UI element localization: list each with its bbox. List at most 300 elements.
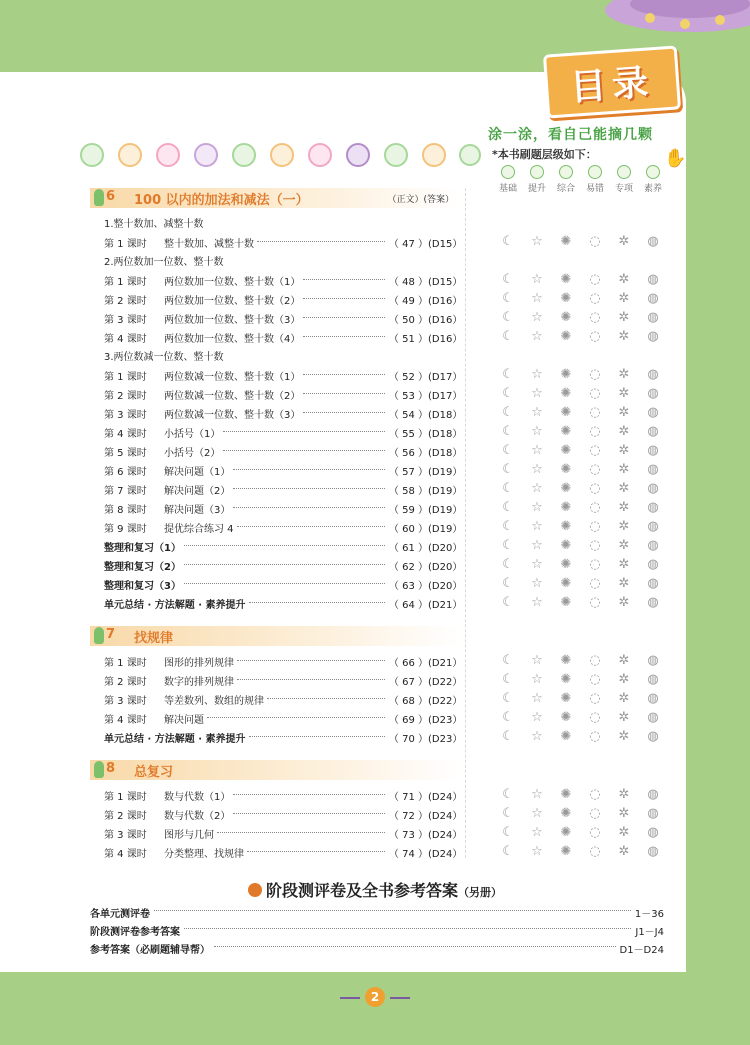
table-of-contents bbox=[90, 188, 466, 858]
spark-icon[interactable]: ✲ bbox=[618, 443, 630, 458]
leader-dots bbox=[184, 563, 385, 565]
leader-dots bbox=[223, 430, 385, 432]
spark-icon[interactable]: ✲ bbox=[618, 595, 630, 610]
planet-icon[interactable]: ◍ bbox=[647, 329, 659, 344]
planet-icon[interactable]: ◍ bbox=[647, 310, 659, 325]
cloud-icon[interactable]: ◌ bbox=[589, 844, 601, 859]
spark-icon[interactable]: ✲ bbox=[618, 272, 630, 287]
badge-icon bbox=[248, 883, 262, 897]
page-ref: （ 52 ） bbox=[388, 371, 428, 383]
sun-icon[interactable]: ✺ bbox=[560, 519, 572, 534]
spark-icon[interactable]: ✲ bbox=[618, 844, 630, 859]
moon-icon[interactable]: ☾ bbox=[502, 729, 514, 744]
planet-icon[interactable]: ◍ bbox=[647, 576, 659, 591]
leader-dots bbox=[233, 487, 385, 489]
cloud-icon[interactable]: ◌ bbox=[589, 653, 601, 668]
sun-icon[interactable]: ✺ bbox=[560, 729, 572, 744]
sun-icon[interactable]: ✺ bbox=[560, 500, 572, 515]
leader-dots bbox=[247, 850, 385, 852]
appendix-block bbox=[78, 878, 672, 958]
spark-icon[interactable]: ✲ bbox=[618, 234, 630, 249]
moon-icon[interactable]: ☾ bbox=[502, 576, 514, 591]
level-icon-grid bbox=[494, 0, 664, 860]
level-icon-row bbox=[494, 405, 664, 421]
cloud-icon[interactable]: ◌ bbox=[589, 234, 601, 249]
cloud-icon[interactable]: ◌ bbox=[589, 481, 601, 496]
sun-icon[interactable]: ✺ bbox=[560, 691, 572, 706]
spark-icon[interactable]: ✲ bbox=[618, 557, 630, 572]
toc-row[interactable] bbox=[104, 310, 463, 326]
cloud-icon[interactable]: ◌ bbox=[589, 329, 601, 344]
lesson-name: 两位数加一位数、整十数（1） bbox=[164, 276, 301, 288]
planet-icon[interactable]: ◍ bbox=[647, 691, 659, 706]
lesson-name: 两位数减一位数、整十数（3） bbox=[164, 409, 301, 421]
sun-icon[interactable]: ✺ bbox=[560, 787, 572, 802]
moon-icon[interactable]: ☾ bbox=[502, 557, 514, 572]
cloud-icon[interactable]: ◌ bbox=[589, 576, 601, 591]
leader-dots bbox=[223, 449, 385, 451]
level-basic: 基础 bbox=[494, 165, 522, 194]
spark-icon[interactable]: ✲ bbox=[618, 691, 630, 706]
page-footer bbox=[340, 985, 410, 1015]
leader-dots bbox=[249, 735, 385, 737]
lesson-label: 第 3 课时 bbox=[104, 829, 147, 841]
toc-row[interactable] bbox=[104, 595, 463, 611]
sun-icon[interactable]: ✺ bbox=[560, 481, 572, 496]
lesson-label: 第 3 课时 bbox=[104, 695, 147, 707]
leader-dots bbox=[267, 697, 385, 699]
toc-row[interactable] bbox=[104, 291, 463, 307]
star-icon[interactable]: ☆ bbox=[531, 729, 543, 744]
moon-icon[interactable]: ☾ bbox=[502, 367, 514, 382]
sun-icon[interactable]: ✺ bbox=[560, 653, 572, 668]
moon-icon[interactable]: ☾ bbox=[502, 291, 514, 306]
cloud-icon[interactable]: ◌ bbox=[589, 291, 601, 306]
moon-icon[interactable]: ☾ bbox=[502, 481, 514, 496]
planet-icon[interactable]: ◍ bbox=[647, 787, 659, 802]
level-icon-row bbox=[494, 291, 664, 307]
cloud-icon[interactable]: ◌ bbox=[589, 519, 601, 534]
level-icon-row bbox=[494, 519, 664, 535]
spark-icon[interactable]: ✲ bbox=[618, 672, 630, 687]
level-icon-row bbox=[494, 557, 664, 573]
section-title: 找规律 bbox=[134, 631, 174, 646]
planet-icon[interactable]: ◍ bbox=[647, 386, 659, 401]
cloud-icon[interactable]: ◌ bbox=[589, 367, 601, 382]
sun-icon[interactable]: ✺ bbox=[560, 443, 572, 458]
lesson-name: 小括号（2） bbox=[164, 447, 221, 459]
section-header[interactable] bbox=[90, 760, 460, 780]
lesson-name: 等差数列、数组的规律 bbox=[164, 695, 264, 707]
lesson-label: 第 4 课时 bbox=[104, 714, 147, 726]
toc-row[interactable] bbox=[104, 272, 463, 288]
cloud-icon[interactable]: ◌ bbox=[589, 538, 601, 553]
page-ref: （ 66 ） bbox=[388, 657, 428, 669]
toc-row[interactable] bbox=[104, 844, 463, 860]
spark-icon[interactable]: ✲ bbox=[618, 576, 630, 591]
sun-icon[interactable]: ✺ bbox=[560, 538, 572, 553]
moon-icon[interactable]: ☾ bbox=[502, 595, 514, 610]
mascot-icon bbox=[94, 761, 104, 778]
section-header[interactable] bbox=[90, 626, 460, 646]
planet-icon[interactable]: ◍ bbox=[647, 844, 659, 859]
toc-row[interactable] bbox=[104, 405, 463, 421]
planet-icon[interactable]: ◍ bbox=[647, 405, 659, 420]
cloud-icon[interactable]: ◌ bbox=[589, 462, 601, 477]
lesson-name: 数与代数（2） bbox=[164, 810, 231, 822]
moon-icon[interactable]: ☾ bbox=[502, 519, 514, 534]
star-icon[interactable]: ☆ bbox=[531, 234, 543, 249]
sun-icon[interactable]: ✺ bbox=[560, 462, 572, 477]
star-icon[interactable]: ☆ bbox=[531, 844, 543, 859]
level-icon-row bbox=[494, 825, 664, 841]
spark-icon[interactable]: ✲ bbox=[618, 825, 630, 840]
sun-icon[interactable]: ✺ bbox=[560, 424, 572, 439]
section-header[interactable] bbox=[90, 188, 460, 208]
toc-row[interactable] bbox=[104, 710, 463, 726]
spark-icon[interactable]: ✲ bbox=[618, 424, 630, 439]
toc-row[interactable] bbox=[104, 424, 463, 440]
sun-icon[interactable]: ✺ bbox=[560, 234, 572, 249]
spark-icon[interactable]: ✲ bbox=[618, 462, 630, 477]
moon-icon[interactable]: ☾ bbox=[502, 462, 514, 477]
lesson-label: 第 2 课时 bbox=[104, 390, 147, 402]
answer-ref: (D24） bbox=[428, 829, 463, 841]
level-comprehensive: 综合 bbox=[552, 165, 580, 194]
cloud-icon[interactable]: ◌ bbox=[589, 557, 601, 572]
cloud-icon[interactable]: ◌ bbox=[589, 272, 601, 287]
sun-icon[interactable]: ✺ bbox=[560, 825, 572, 840]
spark-icon[interactable]: ✲ bbox=[618, 653, 630, 668]
spark-icon[interactable]: ✲ bbox=[618, 500, 630, 515]
appendix-title: 阶段测评卷及全书参考答案 bbox=[265, 881, 458, 900]
answer-ref: (D19） bbox=[428, 466, 463, 478]
moon-icon[interactable]: ☾ bbox=[502, 500, 514, 515]
level-icon-row bbox=[494, 691, 664, 707]
spark-icon[interactable]: ✲ bbox=[618, 291, 630, 306]
page-ref: （ 59 ） bbox=[388, 504, 428, 516]
moon-icon[interactable]: ☾ bbox=[502, 443, 514, 458]
star-icon[interactable]: ☆ bbox=[531, 386, 543, 401]
star-icon[interactable]: ☆ bbox=[531, 405, 543, 420]
sun-icon[interactable]: ✺ bbox=[560, 310, 572, 325]
cloud-icon[interactable]: ◌ bbox=[589, 787, 601, 802]
subsection-title: 3.两位数减一位数、整十数 bbox=[104, 352, 224, 363]
toc-row[interactable] bbox=[104, 481, 463, 497]
page-ref: （ 67 ） bbox=[388, 676, 428, 688]
star-icon[interactable]: ☆ bbox=[531, 806, 543, 821]
sun-icon[interactable]: ✺ bbox=[560, 291, 572, 306]
lesson-name: 整理和复习（3） bbox=[104, 580, 181, 592]
toc-row[interactable] bbox=[104, 500, 463, 516]
toc-row[interactable] bbox=[104, 234, 463, 250]
lesson-name: 单元总结 · 方法解题 · 素养提升 bbox=[104, 599, 246, 611]
level-icon-row bbox=[494, 653, 664, 669]
answer-ref: (D20） bbox=[428, 580, 463, 592]
moon-icon[interactable]: ☾ bbox=[502, 825, 514, 840]
star-icon[interactable]: ☆ bbox=[531, 787, 543, 802]
sun-icon[interactable]: ✺ bbox=[560, 329, 572, 344]
sun-icon[interactable]: ✺ bbox=[560, 386, 572, 401]
level-literacy: 素养 bbox=[639, 165, 667, 194]
leader-dots bbox=[233, 812, 385, 814]
leader-dots bbox=[249, 601, 385, 603]
lesson-label: 第 4 课时 bbox=[104, 428, 147, 440]
page-ref: （ 54 ） bbox=[388, 409, 428, 421]
star-icon[interactable]: ☆ bbox=[531, 310, 543, 325]
appendix-tag: （另册） bbox=[458, 886, 502, 899]
moon-icon[interactable]: ☾ bbox=[502, 653, 514, 668]
planet-icon[interactable]: ◍ bbox=[647, 481, 659, 496]
appendix-row[interactable] bbox=[90, 904, 664, 920]
star-icon[interactable]: ☆ bbox=[531, 557, 543, 572]
toc-row[interactable] bbox=[104, 443, 463, 459]
sun-icon[interactable]: ✺ bbox=[560, 576, 572, 591]
star-icon[interactable]: ☆ bbox=[531, 329, 543, 344]
spark-icon[interactable]: ✲ bbox=[618, 787, 630, 802]
planet-icon[interactable]: ◍ bbox=[647, 291, 659, 306]
planet-icon[interactable]: ◍ bbox=[647, 595, 659, 610]
lesson-name: 分类整理、找规律 bbox=[164, 848, 244, 860]
star-icon[interactable]: ☆ bbox=[531, 710, 543, 725]
leader-dots bbox=[237, 525, 385, 527]
moon-icon[interactable]: ☾ bbox=[502, 272, 514, 287]
section-title: 总复习 bbox=[134, 765, 174, 780]
section-number: 7 bbox=[106, 627, 116, 642]
planet-icon[interactable]: ◍ bbox=[647, 672, 659, 687]
cloud-icon[interactable]: ◌ bbox=[589, 672, 601, 687]
level-icon-row bbox=[494, 462, 664, 478]
planet-icon[interactable]: ◍ bbox=[647, 462, 659, 477]
page-ref: （ 74 ） bbox=[388, 848, 428, 860]
moon-icon[interactable]: ☾ bbox=[502, 787, 514, 802]
cloud-icon[interactable]: ◌ bbox=[589, 443, 601, 458]
level-icon-row bbox=[494, 729, 664, 745]
star-icon[interactable]: ☆ bbox=[531, 538, 543, 553]
star-icon[interactable]: ☆ bbox=[531, 272, 543, 287]
sun-icon[interactable]: ✺ bbox=[560, 367, 572, 382]
toc-row[interactable] bbox=[104, 672, 463, 688]
leader-dots bbox=[184, 582, 385, 584]
cloud-icon[interactable]: ◌ bbox=[589, 405, 601, 420]
lesson-label: 第 1 课时 bbox=[104, 791, 147, 803]
lesson-label: 第 2 课时 bbox=[104, 810, 147, 822]
cloud-icon[interactable]: ◌ bbox=[589, 806, 601, 821]
cloud-icon[interactable]: ◌ bbox=[589, 386, 601, 401]
lesson-name: 两位数减一位数、整十数（1） bbox=[164, 371, 301, 383]
spark-icon[interactable]: ✲ bbox=[618, 405, 630, 420]
cloud-icon[interactable]: ◌ bbox=[589, 729, 601, 744]
star-icon[interactable]: ☆ bbox=[531, 291, 543, 306]
spark-icon[interactable]: ✲ bbox=[618, 481, 630, 496]
planet-icon[interactable]: ◍ bbox=[647, 272, 659, 287]
planet-icon[interactable]: ◍ bbox=[647, 729, 659, 744]
star-icon[interactable]: ☆ bbox=[531, 481, 543, 496]
appendix-row[interactable] bbox=[90, 922, 664, 938]
leader-dots bbox=[303, 297, 385, 299]
leader-dots bbox=[217, 831, 385, 833]
planet-icon[interactable]: ◍ bbox=[647, 443, 659, 458]
planet-icon[interactable]: ◍ bbox=[647, 424, 659, 439]
answer-ref: (D17） bbox=[428, 390, 463, 402]
lesson-name: 整十数加、减整十数 bbox=[164, 238, 254, 250]
star-icon[interactable]: ☆ bbox=[531, 462, 543, 477]
sun-icon[interactable]: ✺ bbox=[560, 595, 572, 610]
level-icon-row bbox=[494, 329, 664, 345]
leader-dots bbox=[257, 240, 385, 242]
toc-row[interactable] bbox=[104, 538, 463, 554]
star-icon[interactable]: ☆ bbox=[531, 443, 543, 458]
cloud-icon[interactable]: ◌ bbox=[589, 825, 601, 840]
sun-icon[interactable]: ✺ bbox=[560, 272, 572, 287]
sun-icon[interactable]: ✺ bbox=[560, 405, 572, 420]
planet-icon[interactable]: ◍ bbox=[647, 234, 659, 249]
leader-dots bbox=[303, 373, 385, 375]
lesson-label: 第 8 课时 bbox=[104, 504, 147, 516]
moon-icon[interactable]: ☾ bbox=[502, 806, 514, 821]
appendix-item-name: 各单元测评卷 bbox=[90, 908, 150, 920]
spark-icon[interactable]: ✲ bbox=[618, 519, 630, 534]
appendix-row[interactable] bbox=[90, 940, 664, 956]
levels-intro: *本书刷题层级如下： bbox=[492, 148, 597, 161]
cloud-icon[interactable]: ◌ bbox=[589, 500, 601, 515]
level-icon-row bbox=[494, 500, 664, 516]
lesson-label: 第 6 课时 bbox=[104, 466, 147, 478]
moon-icon[interactable]: ☾ bbox=[502, 386, 514, 401]
level-icon-row bbox=[494, 272, 664, 288]
planet-icon[interactable]: ◍ bbox=[647, 557, 659, 572]
level-icon-row bbox=[494, 576, 664, 592]
moon-icon[interactable]: ☾ bbox=[502, 691, 514, 706]
level-icon-row bbox=[494, 481, 664, 497]
star-icon[interactable]: ☆ bbox=[531, 424, 543, 439]
page-ref: （ 50 ） bbox=[388, 314, 428, 326]
star-icon[interactable]: ☆ bbox=[531, 672, 543, 687]
planet-icon[interactable]: ◍ bbox=[647, 806, 659, 821]
answer-ref: (D15） bbox=[428, 238, 463, 250]
star-icon[interactable]: ☆ bbox=[531, 691, 543, 706]
page-ref: （ 56 ） bbox=[388, 447, 428, 459]
answer-ref: (D23） bbox=[428, 714, 463, 726]
toc-row[interactable] bbox=[104, 691, 463, 707]
star-icon[interactable]: ☆ bbox=[531, 595, 543, 610]
star-icon[interactable]: ☆ bbox=[531, 825, 543, 840]
answer-ref: (D21） bbox=[428, 657, 463, 669]
star-icon[interactable]: ☆ bbox=[531, 500, 543, 515]
moon-icon[interactable]: ☾ bbox=[502, 405, 514, 420]
lesson-label: 第 1 课时 bbox=[104, 371, 147, 383]
spark-icon[interactable]: ✲ bbox=[618, 386, 630, 401]
moon-icon[interactable]: ☾ bbox=[502, 710, 514, 725]
toc-row[interactable] bbox=[104, 825, 463, 841]
moon-icon[interactable]: ☾ bbox=[502, 844, 514, 859]
lesson-name: 提优综合练习 4 bbox=[164, 523, 234, 535]
toc-row[interactable] bbox=[104, 729, 463, 745]
planet-icon[interactable]: ◍ bbox=[647, 367, 659, 382]
answer-ref: (D18） bbox=[428, 428, 463, 440]
planet-icon[interactable]: ◍ bbox=[647, 653, 659, 668]
star-icon[interactable]: ☆ bbox=[531, 519, 543, 534]
spark-icon[interactable]: ✲ bbox=[618, 806, 630, 821]
cloud-icon[interactable]: ◌ bbox=[589, 595, 601, 610]
moon-icon[interactable]: ☾ bbox=[502, 234, 514, 249]
answer-ref: (D17） bbox=[428, 371, 463, 383]
sun-icon[interactable]: ✺ bbox=[560, 710, 572, 725]
spark-icon[interactable]: ✲ bbox=[618, 710, 630, 725]
leader-dots bbox=[184, 544, 385, 546]
star-icon[interactable]: ☆ bbox=[531, 367, 543, 382]
lesson-label: 第 4 课时 bbox=[104, 848, 147, 860]
cloud-icon[interactable]: ◌ bbox=[589, 710, 601, 725]
planet-icon[interactable]: ◍ bbox=[647, 825, 659, 840]
planet-icon[interactable]: ◍ bbox=[647, 519, 659, 534]
planet-icon[interactable]: ◍ bbox=[647, 710, 659, 725]
answer-ref: (D24） bbox=[428, 848, 463, 860]
star-icon[interactable]: ☆ bbox=[531, 576, 543, 591]
sun-icon[interactable]: ✺ bbox=[560, 844, 572, 859]
toc-row[interactable] bbox=[104, 367, 463, 383]
page-number: 2 bbox=[365, 987, 385, 1007]
moon-icon[interactable]: ☾ bbox=[502, 329, 514, 344]
answer-ref: (D19） bbox=[428, 523, 463, 535]
leader-dots bbox=[233, 506, 385, 508]
lesson-label: 第 1 课时 bbox=[104, 238, 147, 250]
toc-row[interactable] bbox=[104, 557, 463, 573]
section-number: 6 bbox=[106, 189, 116, 204]
toc-row[interactable] bbox=[104, 519, 463, 535]
spark-icon[interactable]: ✲ bbox=[618, 310, 630, 325]
level-icon-row bbox=[494, 424, 664, 440]
cloud-icon[interactable]: ◌ bbox=[589, 691, 601, 706]
toc-row[interactable] bbox=[104, 787, 463, 803]
cloud-icon[interactable]: ◌ bbox=[589, 310, 601, 325]
sun-icon[interactable]: ✺ bbox=[560, 557, 572, 572]
page-ref: （ 69 ） bbox=[388, 714, 428, 726]
appendix-heading bbox=[78, 878, 672, 901]
page-ref: （ 57 ） bbox=[388, 466, 428, 478]
moon-icon[interactable]: ☾ bbox=[502, 672, 514, 687]
leader-dots bbox=[233, 468, 385, 470]
sun-icon[interactable]: ✺ bbox=[560, 806, 572, 821]
toc-row[interactable] bbox=[104, 462, 463, 478]
toc-row[interactable] bbox=[104, 329, 463, 345]
star-icon[interactable]: ☆ bbox=[531, 653, 543, 668]
toc-row[interactable] bbox=[104, 806, 463, 822]
page-ref: （ 48 ） bbox=[388, 276, 428, 288]
answer-ref: (D18） bbox=[428, 447, 463, 459]
moon-icon[interactable]: ☾ bbox=[502, 424, 514, 439]
spark-icon[interactable]: ✲ bbox=[618, 729, 630, 744]
planet-icon[interactable]: ◍ bbox=[647, 538, 659, 553]
cloud-icon[interactable]: ◌ bbox=[589, 424, 601, 439]
toc-row[interactable] bbox=[104, 653, 463, 669]
level-advance: 提升 bbox=[523, 165, 551, 194]
lesson-label: 第 1 课时 bbox=[104, 276, 147, 288]
level-icon-row bbox=[494, 844, 664, 860]
moon-icon[interactable]: ☾ bbox=[502, 310, 514, 325]
spark-icon[interactable]: ✲ bbox=[618, 538, 630, 553]
sun-icon[interactable]: ✺ bbox=[560, 672, 572, 687]
spark-icon[interactable]: ✲ bbox=[618, 367, 630, 382]
planet-icon[interactable]: ◍ bbox=[647, 500, 659, 515]
leader-dots bbox=[303, 316, 385, 318]
page-ref: （ 58 ） bbox=[388, 485, 428, 497]
spark-icon[interactable]: ✲ bbox=[618, 329, 630, 344]
columns-label: （正文）(答案） bbox=[387, 195, 454, 205]
moon-icon[interactable]: ☾ bbox=[502, 538, 514, 553]
toc-row[interactable] bbox=[104, 386, 463, 402]
toc-row[interactable] bbox=[104, 576, 463, 592]
